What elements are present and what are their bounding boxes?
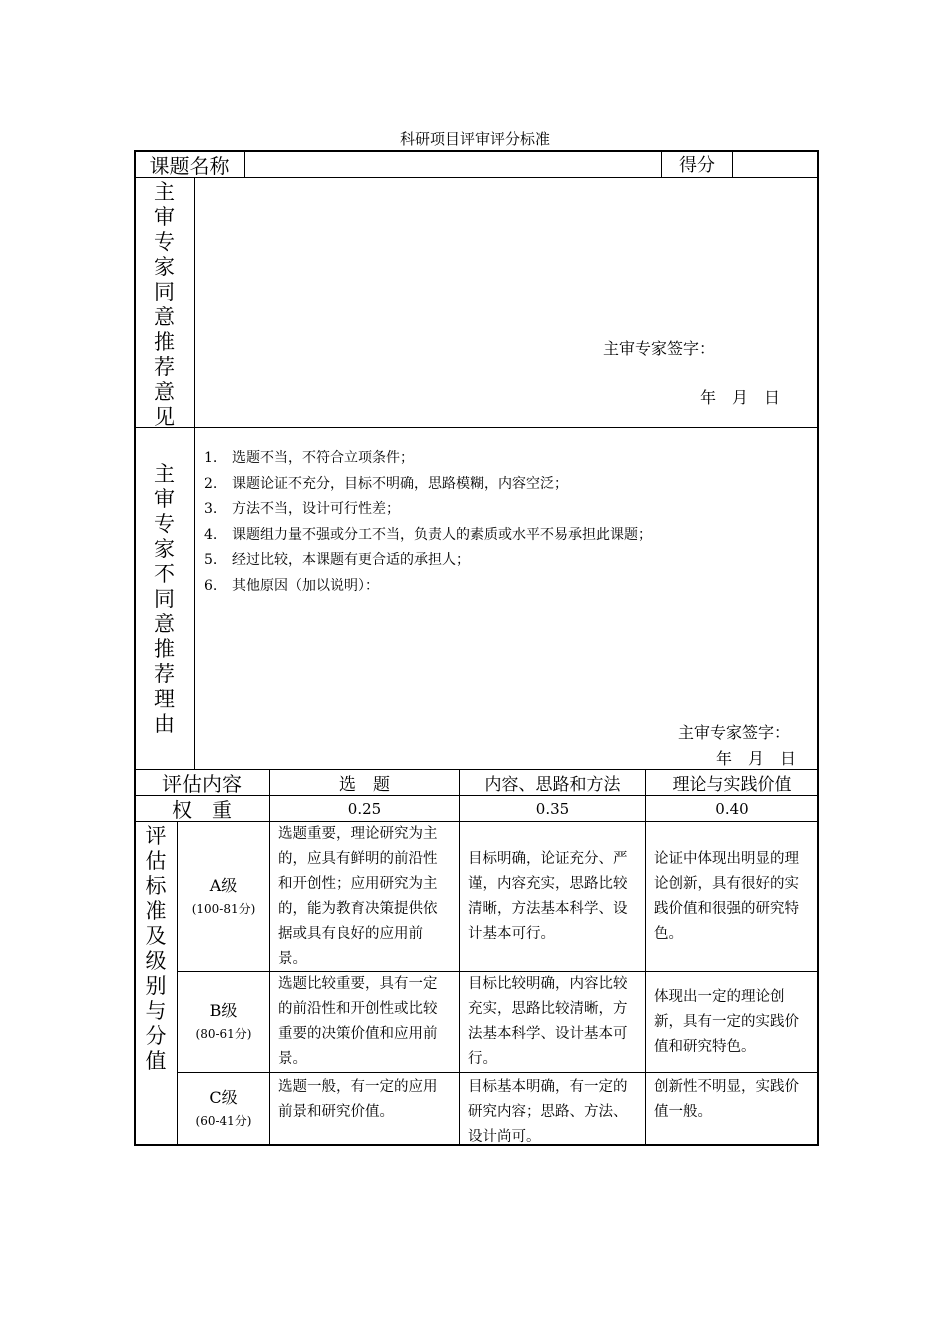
reason-text: 经过比较，本课题有更合适的承担人； xyxy=(232,552,470,568)
reason-text: 其他原因（加以说明）： xyxy=(232,577,379,594)
weight-topic: 0.25 xyxy=(269,795,460,822)
level-b-value: 体现出一定的理论创新，具有一定的实践价值和研究特色。 xyxy=(645,971,819,1073)
level-c-value: 创新性不明显，实践价值一般。 xyxy=(645,1072,819,1146)
level-c-topic: 选题一般，有一定的应用前景和研究价值。 xyxy=(269,1072,460,1146)
reason-item xyxy=(204,548,652,574)
reason-item xyxy=(204,472,652,498)
reason-number: 1. xyxy=(204,450,218,466)
criteria-label-char: 值 xyxy=(145,1049,167,1073)
agree-opinion-area[interactable] xyxy=(194,177,819,428)
reason-item xyxy=(204,523,652,549)
disagree-label-char: 家 xyxy=(154,537,175,561)
agree-label-char: 主 xyxy=(154,180,175,204)
reason-text: 课题组力量不强或分工不当，负责人的素质或水平不易承担此课题； xyxy=(232,526,652,543)
level-b-topic: 选题比较重要，具有一定的前沿性和开创性或比较重要的决策价值和应用前景。 xyxy=(269,971,460,1073)
disagree-label-char: 推 xyxy=(154,637,175,661)
reason-text: 选题不当，不符合立项条件； xyxy=(232,450,414,466)
weight-method: 0.35 xyxy=(459,795,646,822)
disagree-label-char: 不 xyxy=(154,562,175,586)
disagree-label-char: 由 xyxy=(154,712,175,736)
agree-signature-label: 主审专家签字： xyxy=(603,339,716,358)
agree-label-char: 同 xyxy=(154,280,175,304)
reason-list xyxy=(204,446,652,599)
level-a-value: 论证中体现出明显的理论创新，具有很好的实践价值和很强的研究特色。 xyxy=(645,821,819,972)
level-b-cell xyxy=(177,971,270,1073)
weight-value: 0.40 xyxy=(645,795,819,822)
level-c-method: 目标基本明确，有一定的研究内容；思路、方法、设计尚可。 xyxy=(459,1072,646,1146)
score-field[interactable] xyxy=(732,150,819,178)
disagree-label-char: 审 xyxy=(154,487,175,511)
criteria-label-char: 级 xyxy=(145,949,167,973)
criteria-label-char: 分 xyxy=(145,1024,167,1048)
agree-opinion-label xyxy=(134,177,195,428)
disagree-signature-label: 主审专家签字： xyxy=(678,723,791,742)
agree-date-label: 年 月 日 xyxy=(700,388,781,407)
criteria-label-char: 准 xyxy=(145,899,167,923)
disagree-label-char: 同 xyxy=(154,587,175,611)
agree-label-char: 专 xyxy=(154,230,175,254)
document-title: 科研项目评审评分标准 xyxy=(399,130,550,148)
criteria-label-char: 标 xyxy=(145,874,167,898)
agree-label-char: 审 xyxy=(154,205,175,229)
reason-number: 5. xyxy=(204,552,218,568)
disagree-reason-label xyxy=(134,427,195,770)
disagree-reason-area[interactable] xyxy=(194,427,819,770)
criteria-label-char: 估 xyxy=(145,849,167,873)
agree-label-char: 荐 xyxy=(154,355,175,379)
disagree-label-char: 荐 xyxy=(154,662,175,686)
reason-text: 方法不当，设计可行性差； xyxy=(232,501,400,517)
reason-number: 2. xyxy=(204,475,218,492)
reason-item xyxy=(204,446,652,472)
level-c-cell xyxy=(177,1072,270,1146)
level-a-topic: 选题重要，理论研究为主的，应具有鲜明的前沿性和开创性；应用研究为主的，能为教育决策提供依据或具有良好的应用前景。 xyxy=(269,821,460,972)
weight-label: 权 重 xyxy=(134,795,270,822)
level-c-grade: C级 xyxy=(209,1088,238,1107)
criteria-section-label xyxy=(134,821,178,1146)
criteria-label-char: 与 xyxy=(145,999,167,1023)
level-b-range: (80-61分) xyxy=(195,1027,252,1041)
agree-label-char: 意 xyxy=(154,305,175,329)
disagree-label-char: 意 xyxy=(154,612,175,636)
level-a-range: (100-81分) xyxy=(191,901,256,916)
criteria-label-char: 评 xyxy=(145,824,167,848)
disagree-label-char: 专 xyxy=(154,512,175,536)
criteria-label-char: 别 xyxy=(145,974,167,998)
reason-item xyxy=(204,574,652,600)
level-b-method: 目标比较明确，内容比较充实，思路比较清晰，方法基本科学、设计基本可行。 xyxy=(459,971,646,1073)
reason-item xyxy=(204,497,652,523)
agree-label-char: 推 xyxy=(154,330,175,354)
disagree-label-char: 主 xyxy=(154,462,175,486)
score-label: 得分 xyxy=(661,150,733,178)
reason-text: 课题论证不充分，目标不明确，思路模糊，内容空泛； xyxy=(232,475,568,492)
topic-name-label: 课题名称 xyxy=(134,150,245,178)
agree-label-char: 家 xyxy=(154,255,175,279)
header-value: 理论与实践价值 xyxy=(645,769,819,796)
disagree-date-label: 年 月 日 xyxy=(716,749,797,768)
reason-number: 3. xyxy=(204,501,218,517)
level-b-grade: B级 xyxy=(209,1001,238,1020)
criteria-label-char: 及 xyxy=(145,924,167,948)
level-a-cell xyxy=(177,821,270,972)
agree-label-char: 见 xyxy=(154,405,175,429)
level-a-method: 目标明确，论证充分、严谨，内容充实，思路比较清晰，方法基本科学、设计基本可行。 xyxy=(459,821,646,972)
evaluation-form xyxy=(134,150,819,1146)
level-a-grade: A级 xyxy=(209,875,238,895)
reason-number: 6. xyxy=(204,577,218,594)
header-topic: 选 题 xyxy=(269,769,460,796)
reason-number: 4. xyxy=(204,526,218,543)
topic-name-field[interactable] xyxy=(244,150,662,178)
disagree-label-char: 理 xyxy=(154,687,175,711)
level-c-range: (60-41分) xyxy=(195,1114,252,1128)
header-method: 内容、思路和方法 xyxy=(459,769,646,796)
agree-label-char: 意 xyxy=(154,380,175,404)
header-eval-content: 评估内容 xyxy=(134,769,270,796)
